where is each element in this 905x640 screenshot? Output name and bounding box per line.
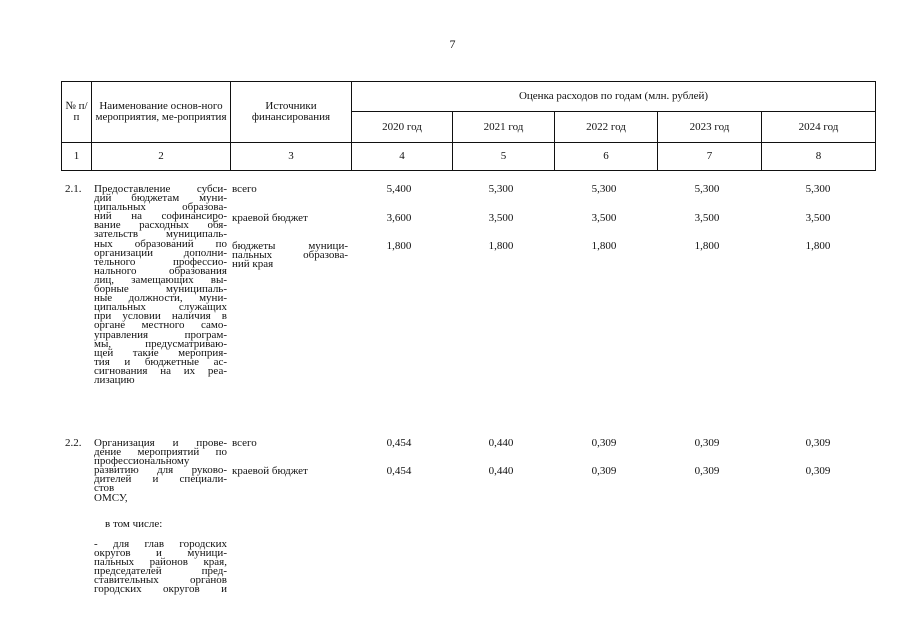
value-cell: 0,454 — [386, 437, 412, 449]
value-cell: 1,800 — [386, 240, 412, 252]
row-name-line: дение мероприятий по — [94, 446, 227, 459]
value-cell: 0,309 — [805, 465, 831, 477]
row-name-line: дителей и специали- — [94, 473, 227, 486]
row-name-line: городских округов и — [94, 583, 227, 596]
row-number: 2.2. — [65, 437, 82, 449]
value-cell: 0,309 — [694, 437, 720, 449]
row-name-line: округов и муници- — [94, 547, 227, 560]
row-name-line: ний на софинансиро- — [94, 210, 227, 223]
row-name-line: ципальных служащих — [94, 301, 227, 314]
value-cell: 3,500 — [805, 212, 831, 224]
header-year: 2021 год — [453, 112, 555, 143]
header-year: 2024 год — [762, 112, 876, 143]
sub-label: в том числе: — [105, 518, 163, 530]
row-name-line: нального образования — [94, 264, 227, 277]
row-name-line: ставительных органов — [94, 574, 227, 587]
header-year: 2020 год — [352, 112, 453, 143]
value-cell: 0,440 — [488, 437, 514, 449]
value-cell: 3,500 — [488, 212, 514, 224]
value-cell: 1,800 — [591, 240, 617, 252]
row-name-line: органе местного само- — [94, 319, 227, 332]
header-name-col: Наименование основ-ного мероприятия, ме-роприятия — [92, 82, 231, 143]
value-cell: 3,500 — [694, 212, 720, 224]
column-number: 1 — [62, 143, 92, 171]
value-cell: 0,309 — [591, 465, 617, 477]
row-name-line: пальных районов края, — [94, 556, 227, 569]
value-cell: 0,454 — [386, 465, 412, 477]
row-name-line: Организация и прове- — [94, 437, 227, 449]
row-name-line: председателей пред- — [94, 565, 227, 578]
budget-table-header — [61, 81, 876, 171]
row-name-line: ципальных образова- — [94, 201, 227, 214]
value-cell: 1,800 — [488, 240, 514, 252]
row-name-line: профессиональному — [94, 455, 190, 468]
row-name-line: - для глав городских — [94, 538, 227, 550]
row-name — [94, 439, 227, 503]
header-year: 2023 год — [658, 112, 762, 143]
column-number: 6 — [555, 143, 658, 171]
value-cell: 5,300 — [488, 183, 514, 195]
funding-source: всего — [232, 437, 257, 449]
row-name-line: организации дополни- — [94, 246, 227, 259]
value-cell: 3,500 — [591, 212, 617, 224]
funding-source-line: бюджеты муници- — [232, 240, 348, 252]
header-source-col: Источники финансирования — [231, 82, 352, 143]
row-name-line: зательств муниципаль- — [94, 228, 227, 241]
column-number: 5 — [453, 143, 555, 171]
row-name-line: тия и бюджетные ас- — [94, 355, 227, 368]
value-cell: 3,600 — [386, 212, 412, 224]
header-num-col: № п/п — [62, 82, 92, 143]
row-name-line: лизацию — [94, 373, 135, 386]
column-number: 3 — [231, 143, 352, 171]
row-name — [94, 185, 227, 385]
row-name-line: дий бюджетам муни- — [94, 192, 227, 205]
row-name-line: стов — [94, 482, 115, 495]
row-name-line: вание расходных обя- — [94, 219, 227, 232]
row-name-line: Предоставление субси- — [94, 183, 227, 195]
funding-source-line: ний края — [232, 258, 274, 271]
row-name-line: лиц, замещающих вы- — [94, 273, 227, 286]
column-number: 8 — [762, 143, 876, 171]
funding-source: краевой бюджет — [232, 212, 308, 224]
header-estimate-col: Оценка расходов по годам (млн. рублей) — [352, 82, 876, 112]
funding-source: всего — [232, 183, 257, 195]
column-number: 2 — [92, 143, 231, 171]
row-name-line: при условии наличия в — [94, 310, 227, 323]
row-name-line: ные должности, муни- — [94, 292, 227, 305]
funding-source — [232, 242, 348, 269]
value-cell: 1,800 — [805, 240, 831, 252]
column-number: 7 — [658, 143, 762, 171]
value-cell: 5,300 — [591, 183, 617, 195]
row-sub-name — [94, 540, 227, 595]
value-cell: 0,309 — [694, 465, 720, 477]
column-number: 4 — [352, 143, 453, 171]
value-cell: 0,309 — [805, 437, 831, 449]
row-name-line: мы, предусматриваю- — [94, 337, 227, 350]
row-name-line: щей такие мероприя- — [94, 346, 227, 359]
row-name-line: тельного профессио- — [94, 255, 227, 268]
value-cell: 5,300 — [805, 183, 831, 195]
funding-source: краевой бюджет — [232, 465, 308, 477]
row-name-line: управления програм- — [94, 328, 227, 341]
header-year: 2022 год — [555, 112, 658, 143]
value-cell: 0,309 — [591, 437, 617, 449]
row-name-line: ОМСУ, — [94, 491, 128, 504]
value-cell: 0,440 — [488, 465, 514, 477]
row-name-line: ных образований по — [94, 237, 227, 250]
page-number: 7 — [449, 37, 456, 51]
row-name-line: сигнования на их реа- — [94, 364, 227, 377]
value-cell: 5,300 — [694, 183, 720, 195]
value-cell: 5,400 — [386, 183, 412, 195]
row-number: 2.1. — [65, 183, 82, 195]
value-cell: 1,800 — [694, 240, 720, 252]
funding-source-line: пальных образова- — [232, 249, 348, 262]
row-name-line: развитию для руково- — [94, 464, 227, 477]
row-name-line: борные муниципаль- — [94, 283, 227, 296]
